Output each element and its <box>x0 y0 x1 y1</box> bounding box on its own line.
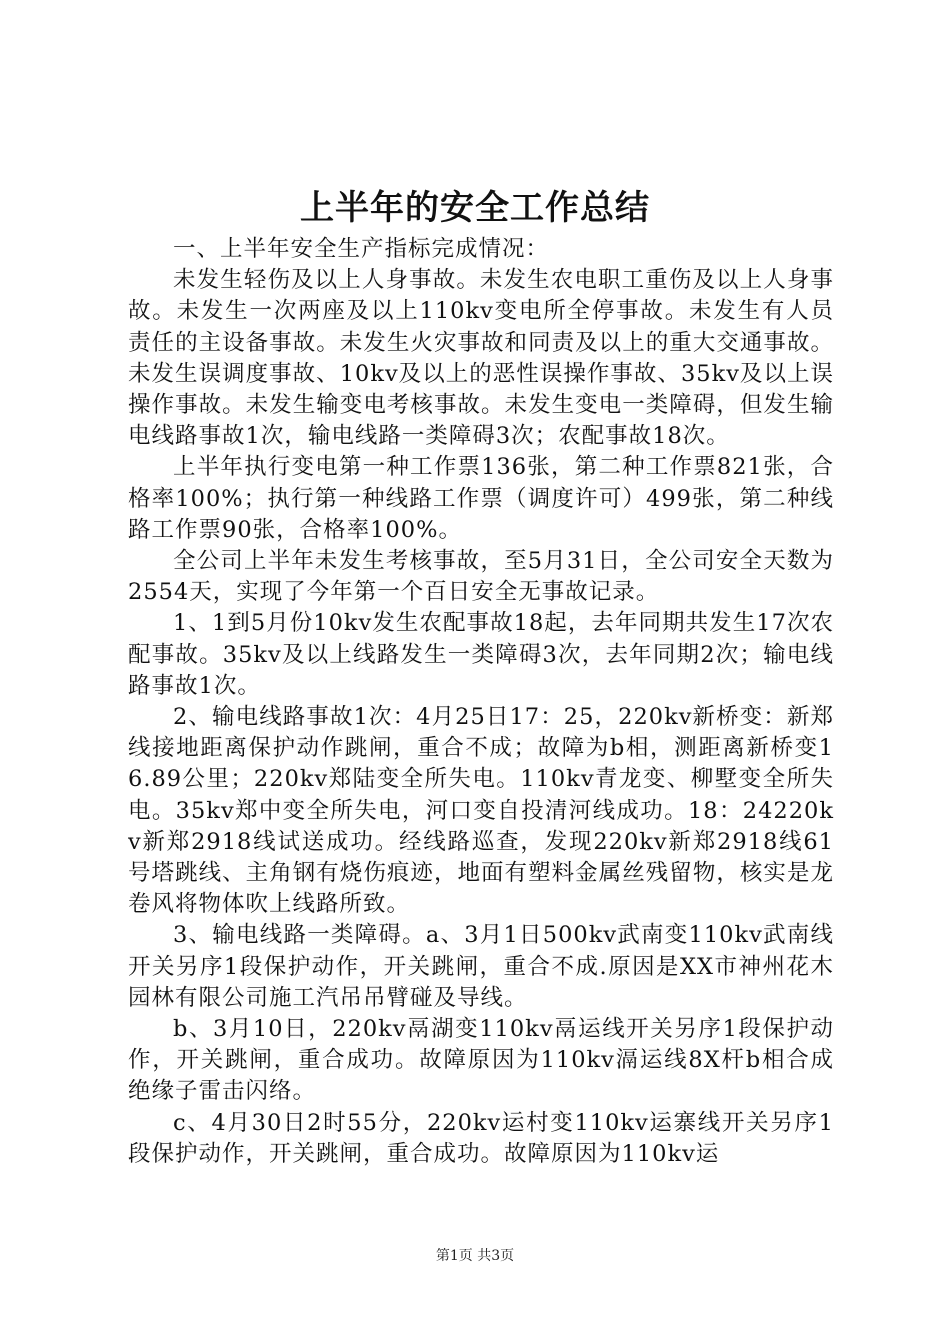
document-title: 上半年的安全工作总结 <box>300 188 650 228</box>
paragraph-item-2: 2、输电线路事故1次：4月25日17：25，220kv新桥变：新郑线接地距离保护动作跳闸，重合不成；故障为b相，测距离新桥变16.89公里；220kv郑陆变全所失电。110kv青龙变、柳墅变全所失电。35kv郑中变全所失电，河口变自投清河线成功。18：24220kv新郑2918线试送成功。经线路巡查，发现220kv新郑2918线61号塔跳线、主角钢有烧伤痕迹，地面有塑料金属丝残留物，核实是龙卷风将物体吹上线路所致。 <box>128 704 834 918</box>
paragraph-work-tickets: 上半年执行变电第一种工作票136张，第二种工作票821张，合格率100%；执行第一种线路工作票（调度许可）499张，第二种线路工作票90张，合格率100%。 <box>128 454 834 543</box>
page-footer: 第1页 共3页 <box>435 1248 515 1264</box>
paragraph-safety-days: 全公司上半年未发生考核事故，至5月31日，全公司安全天数为2554天，实现了今年第一个百日安全无事故记录。 <box>128 548 834 606</box>
paragraph-section-heading: 一、上半年安全生产指标完成情况： <box>173 236 550 262</box>
document-body <box>128 234 834 1184</box>
paragraph-item-3a: 3、输电线路一类障碍。a、3月1日500kv武南变110kv武南线开关另序1段保护动作，开关跳闸，重合不成.原因是XX市神州花木园林有限公司施工汽吊吊臂碰及导线。 <box>128 922 834 1011</box>
paragraph-no-accidents: 未发生轻伤及以上人身事故。未发生农电职工重伤及以上人身事故。未发生一次两座及以上110kv变电所全停事故。未发生有人员责任的主设备事故。未发生火灾事故和同责及以上的重大交通事故。未发生误调度事故、10kv及以上的恶性误操作事故、35kv及以上误操作事故。未发生输变电考核事故。未发生变电一类障碍，但发生输电线路事故1次，输电线路一类障碍3次；农配事故18次。 <box>128 267 834 450</box>
paragraph-item-1: 1、1到5月份10kv发生农配事故18起，去年同期共发生17次农配事故。35kv及以上线路发生一类障碍3次，去年同期2次；输电线路事故1次。 <box>128 610 834 699</box>
paragraph-item-3b: b、3月10日，220kv鬲湖变110kv鬲运线开关另序1段保护动作，开关跳闸，重合成功。故障原因为110kv滆运线8X杆b相合成绝缘子雷击闪络。 <box>128 1016 834 1105</box>
paragraph-item-3c: c、4月30日2时55分，220kv运村变110kv运寨线开关另序1段保护动作，开关跳闸，重合成功。故障原因为110kv运 <box>128 1109 834 1167</box>
